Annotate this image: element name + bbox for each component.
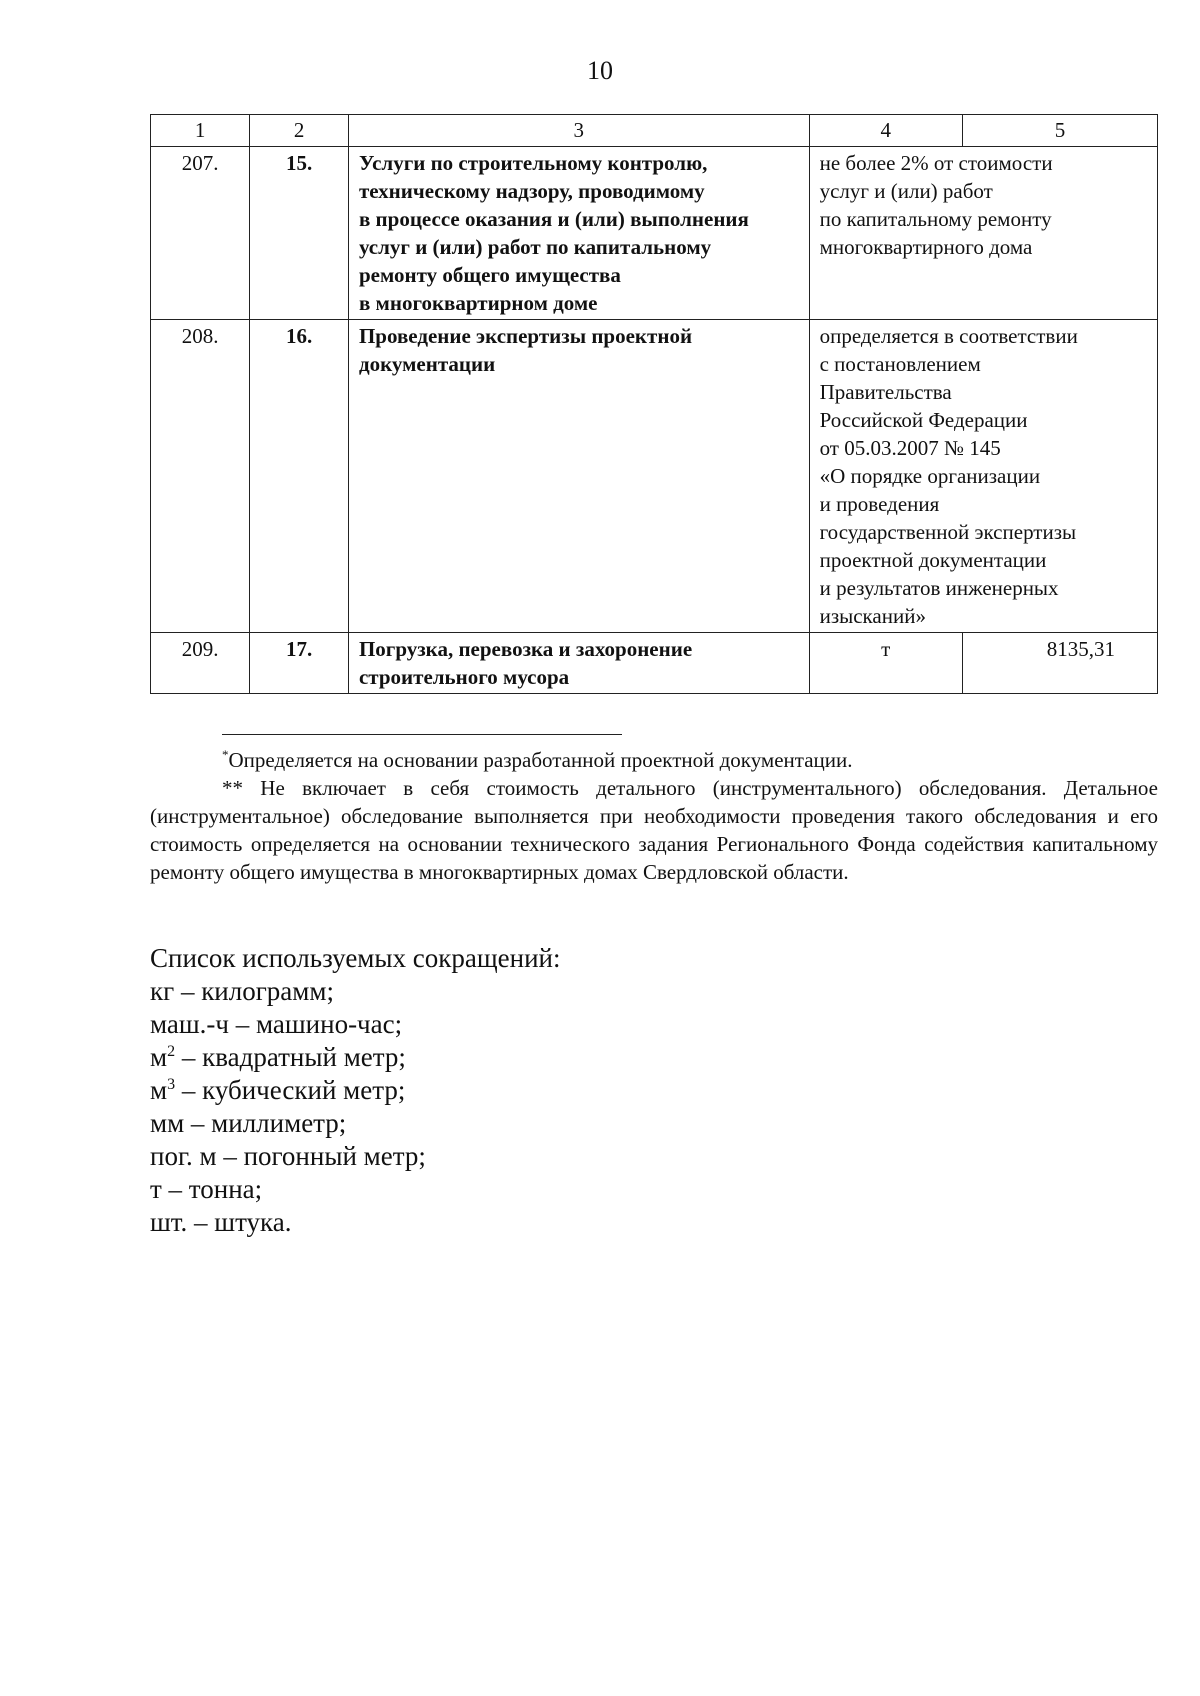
header-cell: 1 [151,115,250,147]
row-number: 207. [151,147,250,320]
header-cell: 5 [962,115,1157,147]
item-code: 16. [250,320,349,633]
cost-note-line: «О порядке организации [819,464,1041,488]
abbreviations-list [150,942,560,1239]
cost-note-line: не более 2% от стоимости [819,151,1053,175]
table-header-row [151,115,1158,147]
item-name-line: ремонту общего имущества [358,263,621,287]
cost-note-line: многоквартирного дома [819,235,1033,259]
abbreviation-item: кг – килограмм; [150,976,334,1006]
row-number: 209. [151,633,250,694]
price-table [150,114,1158,694]
item-name-line: документации [358,352,496,376]
cost-note-line: Российской Федерации [819,408,1028,432]
row-number: 208. [151,320,250,633]
cost-note [809,320,1157,633]
footnote-mark: * [222,747,229,762]
cost-note-line: от 05.03.2007 № 145 [819,436,1001,460]
abbreviation-base: м [150,1075,168,1105]
item-name-line: услуг и (или) работ по капитальному [358,235,712,259]
cost-note-line: услуг и (или) работ [819,179,993,203]
table-row [151,320,1158,633]
footnote-2: ** Не включает в себя стоимость детального (инструментального) обследования. Детальное (инструментальное) обследование выполняется при необходимости проведения такого обследования и его стоимость определяется на основании технического задания Регионального Фонда содействия капитальному ремонту общего имущества в многоквартирных домах Свердловской области. [150,776,1158,884]
abbreviation-item: мм – миллиметр; [150,1108,347,1138]
item-name-line: строительного мусора [358,665,570,689]
abbreviation-text: – кубический метр; [175,1075,406,1105]
item-name-line: Погрузка, перевозка и захоронение [358,637,693,661]
item-name-line: в процессе оказания и (или) выполнения [358,207,749,231]
cost-note-line: и проведения [819,492,940,516]
item-name-line: в многоквартирном доме [358,291,598,315]
item-name-line: Услуги по строительному контролю, [358,151,708,175]
header-cell: 3 [348,115,809,147]
footnote-separator [222,734,622,735]
item-name [348,320,809,633]
cost-note-line: государственной экспертизы [819,520,1077,544]
abbreviation-item [150,1074,560,1107]
item-name [348,147,809,320]
abbreviation-base: м [150,1042,168,1072]
abbreviation-item: шт. – штука. [150,1207,292,1237]
header-cell: 2 [250,115,349,147]
item-name [348,633,809,694]
footnote-1 [150,746,1158,774]
table-row [151,147,1158,320]
cost-note-line: изысканий» [819,604,926,628]
abbreviation-item: т – тонна; [150,1174,263,1204]
unit-cell: т [809,633,962,694]
item-code: 15. [250,147,349,320]
page-number: 10 [587,56,613,85]
abbreviation-superscript: 2 [167,1043,176,1060]
abbreviations-title: Список используемых сокращений: [150,943,561,973]
item-code: 17. [250,633,349,694]
table-row [151,633,1158,694]
price-value-cell: 8135,31 [962,633,1157,694]
header-cell: 4 [809,115,962,147]
footnotes [150,746,1158,886]
abbreviation-text: – квадратный метр; [175,1042,406,1072]
cost-note-line: по капитальному ремонту [819,207,1052,231]
abbreviation-item [150,1041,560,1074]
footnote-1-text: Определяется на основании разработанной проектной документации. [228,748,853,772]
abbreviation-superscript: 3 [167,1076,176,1093]
cost-note-line: и результатов инженерных [819,576,1059,600]
item-name-line: техническому надзору, проводимому [358,179,705,203]
cost-note-line: с постановлением [819,352,981,376]
cost-note-line: проектной документации [819,548,1047,572]
abbreviation-item: маш.-ч – машино-час; [150,1009,403,1039]
abbreviation-item: пог. м – погонный метр; [150,1141,426,1171]
cost-note [809,147,1157,320]
cost-note-line: определяется в соответствии [819,324,1078,348]
item-name-line: Проведение экспертизы проектной [358,324,693,348]
cost-note-line: Правительства [819,380,952,404]
